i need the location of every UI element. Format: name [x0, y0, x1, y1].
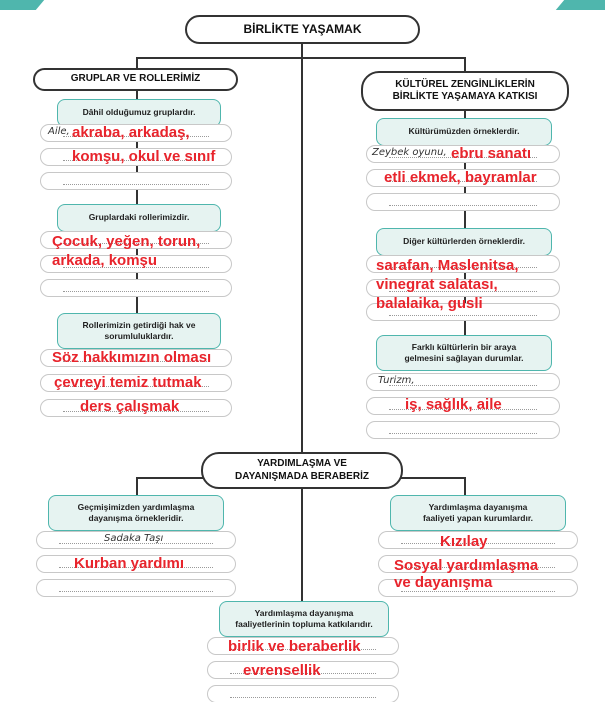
right-box2-answer3: balalaika, gusli — [376, 295, 483, 312]
main-title: BİRLİKTE YAŞAMAK — [185, 15, 420, 44]
bottom-center-title: Yardımlaşma dayanışma faaliyetlerinin topluma katkılarıdır. — [219, 601, 389, 637]
left-box2-answer1: Çocuk, yeğen, torun, — [52, 233, 201, 250]
left-box1-answer1: akraba, arkadaş, — [72, 124, 190, 141]
left-box2-answer2: arkada, komşu — [52, 252, 158, 269]
bottom-branch-left — [136, 477, 138, 497]
trunk-line — [301, 44, 303, 456]
bottom-left-handwritten: Sadaka Taşı — [104, 533, 164, 544]
right-box1-answer1: ebru sanatı — [451, 145, 532, 162]
left-box2-title: Gruplardaki rollerimizdir. — [57, 204, 221, 232]
bottom-center-line — [301, 485, 303, 601]
left-box1-title: Dâhil olduğumuz gruplardır. — [57, 99, 221, 127]
bottom-center-answer2: evrensellik — [243, 662, 321, 679]
bottom-section-header: YARDIMLAŞMA VE DAYANIŞMADA BERABERİZ — [201, 452, 403, 489]
right-branch-header: KÜLTÜREL ZENGİNLİKLERİN BİRLİKTE YAŞAMAYA KATKISI — [361, 71, 569, 111]
bottom-left-answer1: Kurban yardımı — [74, 555, 185, 572]
bottom-left-row3 — [36, 579, 236, 597]
right-box3-row3 — [366, 421, 560, 439]
bottom-right-answer3: ve dayanışma — [394, 574, 493, 591]
bottom-right-answer1: Kızılay — [440, 533, 488, 550]
right-box3-handwritten: Turizm, — [378, 375, 415, 386]
right-box2-title: Diğer kültürlerden örneklerdir. — [376, 228, 552, 256]
left-box3-answer3: ders çalışmak — [80, 398, 180, 415]
left-box1-handwritten: Aile, — [48, 126, 70, 137]
bottom-right-answer2: Sosyal yardımlaşma — [394, 557, 539, 574]
bottom-center-row3 — [207, 685, 399, 702]
branch-line-top — [136, 57, 466, 59]
right-box3-title: Farklı kültürlerin bir araya gelmesini sağlayan durumlar. — [376, 335, 552, 371]
left-box2-row3 — [40, 279, 232, 297]
right-box3-answer1: iş, sağlık, aile — [405, 396, 502, 413]
branch-line-right — [464, 57, 466, 71]
right-box1-row3 — [366, 193, 560, 211]
left-box1-row3 — [40, 172, 232, 190]
bottom-branch-right — [464, 477, 466, 497]
right-box1-answer2: etli ekmek, bayramlar — [384, 169, 537, 186]
right-box2-answer1: sarafan, Maslenitsa, — [376, 257, 519, 274]
bottom-center-answer1: birlik ve beraberlik — [228, 638, 361, 655]
left-box3-answer2: çevreyi temiz tutmak — [54, 374, 202, 391]
right-box2-answer2: vinegrat salatası, — [376, 276, 498, 293]
bottom-left-title: Geçmişimizden yardımlaşma dayanışma örnekleridir. — [48, 495, 224, 531]
left-box1-answer2: komşu, okul ve sınıf — [72, 148, 216, 165]
left-branch-header: GRUPLAR VE ROLLERİMİZ — [33, 68, 238, 91]
left-box3-title: Rollerimizin getirdiği hak ve sorumluluklardır. — [57, 313, 221, 349]
bottom-right-title: Yardımlaşma dayanışma faaliyeti yapan kurumlardır. — [390, 495, 566, 531]
right-box1-title: Kültürümüzden örneklerdir. — [376, 118, 552, 146]
left-box3-answer1: Söz hakkımızın olması — [52, 349, 212, 366]
top-band-cutout — [36, 0, 564, 10]
right-box1-handwritten: Zeybek oyunu, — [372, 147, 447, 158]
